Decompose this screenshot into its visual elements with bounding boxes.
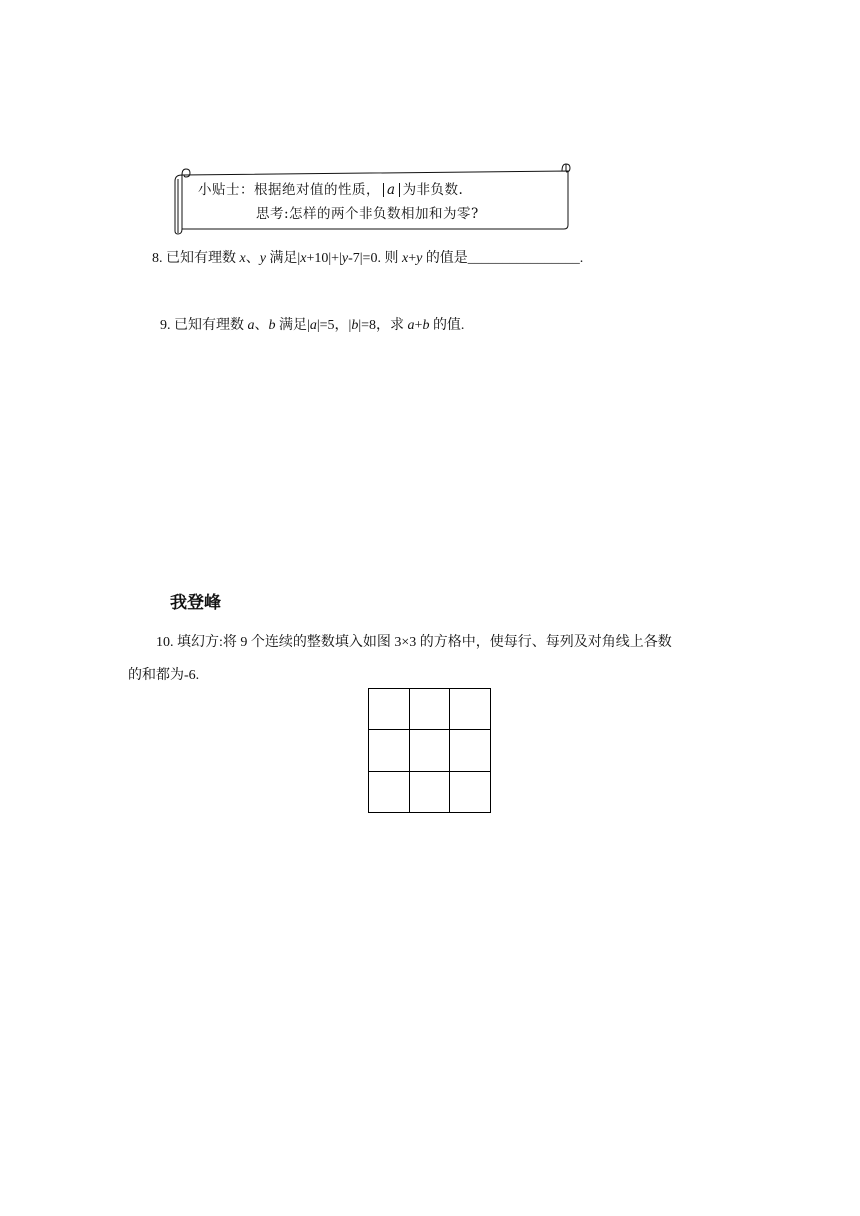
question-9 <box>160 314 464 334</box>
q8-cond-3: -7|=0. 则 <box>348 251 402 266</box>
grid-cell[interactable] <box>450 689 491 730</box>
q9-cond-2: |=5，| <box>316 318 352 333</box>
section-title: 我登峰 <box>170 593 221 613</box>
q9-tail: 的值. <box>429 318 465 333</box>
grid-cell[interactable] <box>450 730 491 771</box>
q9-plus: + <box>414 318 423 333</box>
question-8 <box>152 247 583 267</box>
question-10-line-2: 的和都为-6. <box>128 668 200 683</box>
q9-var-b: b <box>268 318 276 333</box>
q9-cond-a: a <box>309 318 317 333</box>
grid-cell[interactable] <box>369 730 410 771</box>
q8-var-y: y <box>259 251 266 266</box>
question-10-line-1: 10. 填幻方:将 9 个连续的整数填入如图 3×3 的方格中，使每行、每列及对角线上各数 <box>156 635 672 650</box>
tip-think-text: 思考:怎样的两个非负数相加和为零? <box>256 206 479 222</box>
q9-prefix: 9. 已知有理数 <box>160 318 248 333</box>
q8-sep: 、 <box>245 251 260 266</box>
magic-square-grid <box>368 688 491 813</box>
grid-cell[interactable] <box>410 730 451 771</box>
q9-var-a: a <box>247 318 255 333</box>
q9-cond-1: 满足| <box>275 318 310 333</box>
abs-value-a: a <box>383 183 400 197</box>
grid-cell[interactable] <box>410 689 451 730</box>
grid-cell[interactable] <box>369 689 410 730</box>
q9-sum-b: b <box>422 318 430 333</box>
q8-plus: + <box>408 251 417 266</box>
tip-label: 小贴士：根据绝对值的性质， <box>198 182 380 198</box>
q8-cond-y: y <box>341 251 349 266</box>
q8-prefix: 8. 已知有理数 <box>152 251 240 266</box>
q8-cond-x: x <box>300 251 307 266</box>
q8-var-x: x <box>239 251 246 266</box>
q8-answer-blank: 的值是________________. <box>422 251 584 266</box>
q8-sum-x: x <box>401 251 409 266</box>
q8-sum-y: y <box>416 251 423 266</box>
q9-sep: 、 <box>254 318 269 333</box>
tip-scroll-frame <box>172 163 574 235</box>
q9-sum-a: a <box>407 318 415 333</box>
tip-label-tail: 为非负数. <box>402 182 464 198</box>
q9-cond-b: b <box>351 318 359 333</box>
tip-text <box>198 178 463 198</box>
grid-cell[interactable] <box>369 772 410 813</box>
q8-cond-2: +10|+| <box>306 251 342 266</box>
grid-cell[interactable] <box>450 772 491 813</box>
q8-cond-1: 满足| <box>265 251 301 266</box>
q9-cond-3: |=8，求 <box>358 318 408 333</box>
grid-cell[interactable] <box>410 772 451 813</box>
